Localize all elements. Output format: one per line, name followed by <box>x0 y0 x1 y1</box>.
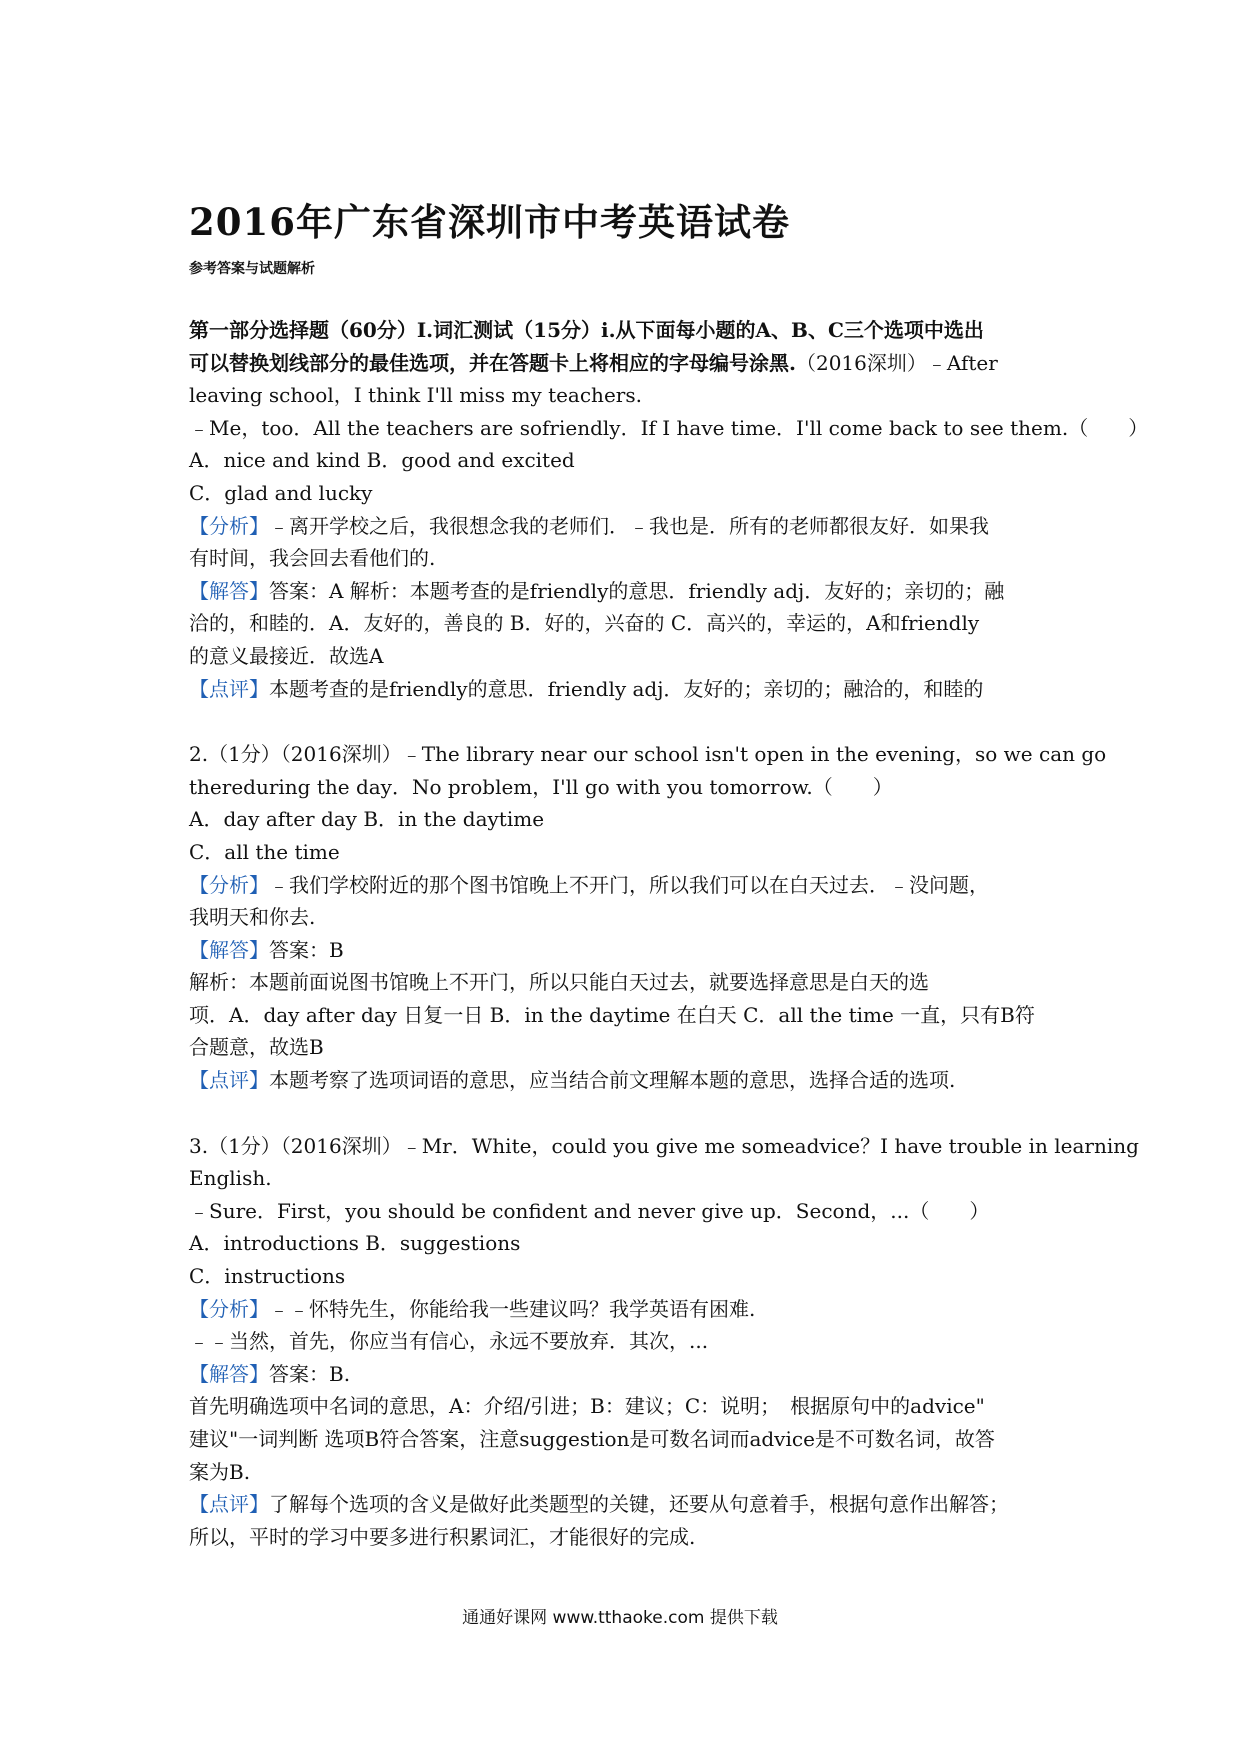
question-3-explanation: 案为B. <box>189 1459 251 1484</box>
question-2-explanation: 合题意，故选B <box>189 1035 324 1060</box>
comment-label: 【点评】 <box>189 676 269 701</box>
analysis-label: 【分析】 <box>189 1296 269 1321</box>
question-1-stem-start: （2016深圳）﹣After <box>795 350 998 375</box>
question-3-comment: 所以，平时的学习中要多进行积累词汇，才能很好的完成. <box>189 1524 696 1549</box>
comment-text: 本题考察了选项词语的意思，应当结合前文理解本题的意思，选择合适的选项. <box>269 1068 956 1093</box>
document-body <box>189 314 1149 1553</box>
question-1-line: leaving school，I think I'll miss my teachers. <box>189 383 642 408</box>
question-3-comment <box>189 1488 1057 1521</box>
question-1-answer <box>189 575 1057 608</box>
comment-text: 了解每个选项的含义是做好此类题型的关键，还要从句意着手，根据句意作出解答； <box>269 1492 1009 1517</box>
question-1-option: C．glad and lucky <box>189 480 373 505</box>
question-1-comment <box>189 673 1057 706</box>
answer-text: 答案：A 解析：本题考查的是friendly的意思．friendly adj．友好的；亲切的；融 <box>269 578 1005 603</box>
question-2-line: thereduring the day．No problem，I'll go with you tomorrow.（ ） <box>189 774 893 799</box>
answer-text: 答案：B <box>269 937 344 962</box>
question-1-analysis <box>189 510 1057 543</box>
section-heading-line-1: 第一部分选择题（60分）I.词汇测试（15分）i.从下面每小题的A、B、C三个选项中选出 <box>189 318 984 342</box>
question-3-analysis: ﹣﹣当然，首先，你应当有信心，永远不要放弃．其次，... <box>189 1329 709 1354</box>
analysis-label: 【分析】 <box>189 872 269 897</box>
question-1-answer: 洽的，和睦的．A．友好的，善良的 B．好的，兴奋的 C．高兴的，幸运的，A和friendly <box>189 611 980 636</box>
comment-label: 【点评】 <box>189 1492 269 1517</box>
analysis-text: ﹣我们学校附近的那个图书馆晚上不开门，所以我们可以在白天过去．﹣没问题， <box>269 872 989 897</box>
section-heading-bold: 可以替换划线部分的最佳选项，并在答题卡上将相应的字母编号涂黑. <box>189 350 796 375</box>
question-3-analysis <box>189 1293 1057 1326</box>
analysis-label: 【分析】 <box>189 513 269 538</box>
page-footer: 通通好课网 www.tthaoke.com 提供下载 <box>462 1608 778 1628</box>
question-2-option: C．all the time <box>189 839 340 864</box>
question-1-option: A．nice and kind B．good and excited <box>189 448 575 473</box>
question-2-analysis <box>189 869 1057 902</box>
answer-label: 【解答】 <box>189 578 269 603</box>
question-2-analysis: 我明天和你去. <box>189 905 316 930</box>
analysis-text: ﹣﹣怀特先生，你能给我一些建议吗？我学英语有困难. <box>269 1296 756 1321</box>
answer-label: 【解答】 <box>189 937 269 962</box>
question-3-line: English. <box>189 1166 272 1191</box>
question-1-line: ﹣Me，too．All the teachers are sofriendly．If I have time．I'll come back to see them.（ ） <box>189 415 1149 440</box>
question-2-explanation: 项．A．day after day 日复一日 B．in the daytime 在白天 C．all the time 一直，只有B符 <box>189 1002 1035 1027</box>
question-3-explanation: 建议"一词判断 选项B符合答案，注意suggestion是可数名词而advice是不可数名词，故答 <box>189 1427 995 1451</box>
question-3-line: ﹣Sure．First，you should be confident and never give up．Second，...（ ） <box>189 1198 990 1223</box>
comment-text: 本题考查的是friendly的意思．friendly adj．友好的；亲切的；融洽的，和睦的 <box>269 676 984 701</box>
page-subtitle: 参考答案与试题解析 <box>189 261 315 277</box>
question-3-option: C．instructions <box>189 1264 346 1289</box>
section-heading-line-2 <box>189 347 1057 380</box>
question-2-explanation: 解析：本题前面说图书馆晚上不开门，所以只能白天过去，就要选择意思是白天的选 <box>189 970 929 995</box>
question-1-answer: 的意义最接近．故选A <box>189 643 384 668</box>
question-2-option: A．day after day B．in the daytime <box>189 807 545 832</box>
question-3-explanation: 首先明确选项中名词的意思，A：介绍/引进；B：建议；C：说明； 根据原句中的advice" <box>189 1394 985 1419</box>
page-title: 2016年广东省深圳市中考英语试卷 <box>189 200 790 244</box>
comment-label: 【点评】 <box>189 1068 269 1093</box>
answer-label: 【解答】 <box>189 1361 269 1386</box>
question-1-analysis: 有时间，我会回去看他们的. <box>189 546 436 571</box>
spacer <box>189 1097 1057 1130</box>
question-2-line: 2.（1分）（2016深圳）﹣The library near our school isn't open in the evening，so we can go <box>189 742 1107 767</box>
question-2-answer <box>189 934 1057 967</box>
analysis-text: ﹣离开学校之后，我很想念我的老师们．﹣我也是．所有的老师都很友好．如果我 <box>269 513 989 538</box>
answer-text: 答案：B. <box>269 1361 351 1386</box>
question-3-line: 3.（1分）（2016深圳）﹣Mr．White，could you give me someadvice？I have trouble in learning <box>189 1133 1139 1158</box>
spacer <box>189 705 1057 738</box>
question-2-comment <box>189 1064 1057 1097</box>
question-3-option: A．introductions B．suggestions <box>189 1231 521 1256</box>
question-3-answer <box>189 1358 1057 1391</box>
